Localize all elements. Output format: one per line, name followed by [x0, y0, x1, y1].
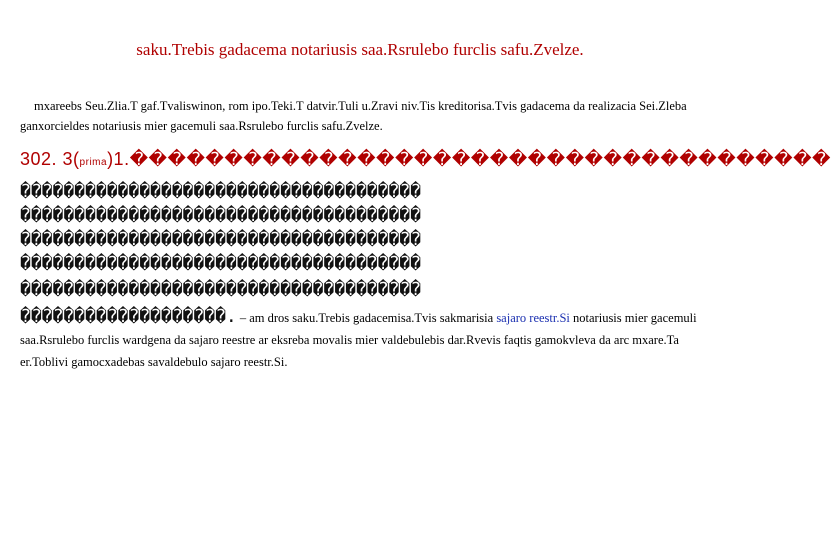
closing-text-b: notariusis mier gacemuli saa.Rsrulebo furclis wardgena da sajaro reestre ar eksreba movalis mier valdebulebis dar.Rvevis faqtis gamokvleva da arc mxare.Ta er.Toblivi gamocxadebas savaldebulo sajaro reestr.Si.	[20, 311, 697, 369]
glyph-line: �������������������������������������	[20, 181, 421, 202]
glyph-line: �������������������������������������	[20, 229, 421, 250]
article-heading	[20, 148, 831, 174]
intro-paragraph: mxareebs Seu.Zlia.T gaf.Tvaliswinon, rom ipo.Teki.T datvir.Tuli u.Zravi niv.Tis kreditorisa.Tvis gadacema da realizacia Sei.Zleba ganxorcieldes notariusis mier gacemuli saa.Rsrulebo furclis safu.Zvelze.	[20, 99, 687, 133]
glyph-line: �������������������������������������	[20, 253, 421, 274]
article-suffix: )1.	[107, 149, 130, 169]
glyph-line: �������������������������������������	[20, 205, 421, 226]
article-glyphs: �������������������������������������	[129, 149, 831, 169]
closing-text-a: – am dros saku.Trebis gadacemisa.Tvis sakmarisia	[236, 311, 497, 325]
article-superscript: prima	[79, 157, 108, 168]
glyph-line: �������������������������������������	[20, 279, 421, 300]
closing-paragraph	[20, 306, 710, 373]
registry-link[interactable]: sajaro reestr.Si	[496, 311, 570, 325]
article-number: 302. 3(	[20, 149, 80, 169]
closing-glyphs: �������������������.	[20, 306, 237, 327]
page-title: saku.Trebis gadacema notariusis saa.Rsrulebo furclis safu.Zvelze.	[136, 40, 584, 59]
